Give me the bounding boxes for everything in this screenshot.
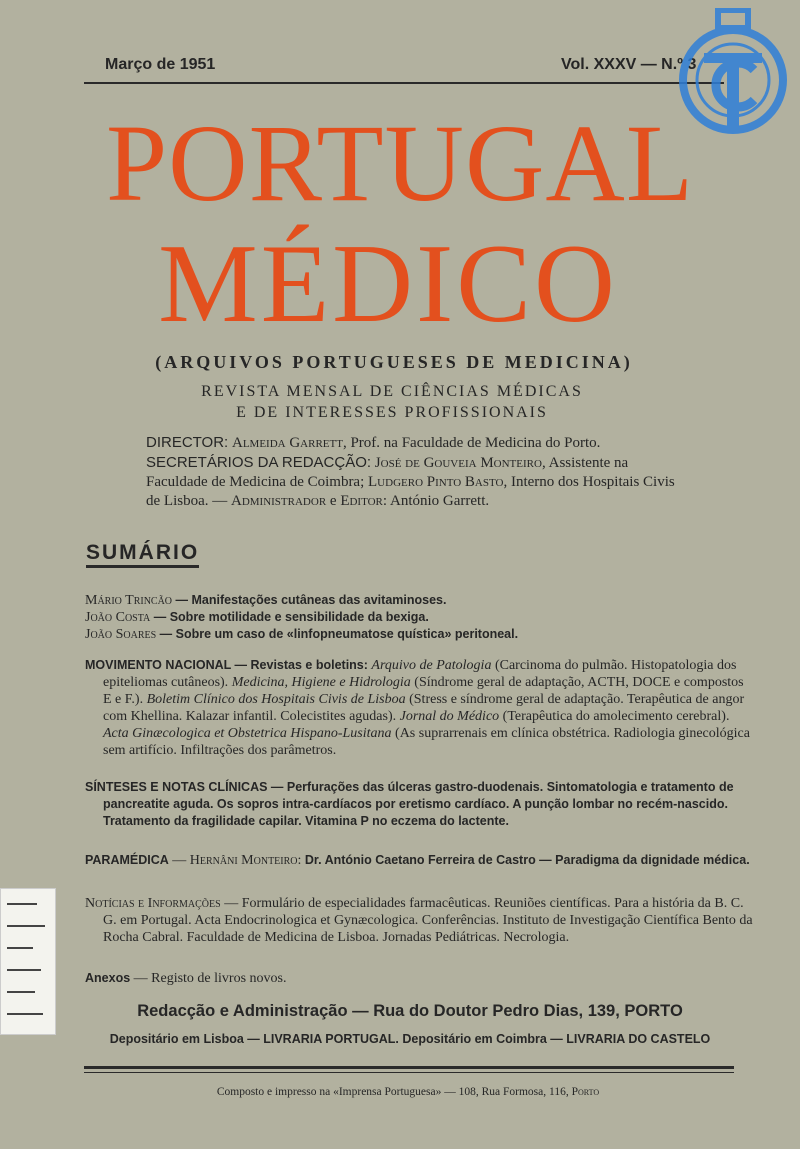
noticias-text: — Formulário de especialidades farmacêuticas. Reuniões científicas. Para a história da B. C. G. em Portugal. Acta Endocrinologica et Gynæcologica. Conferências. Instituto de Investigação Científica Bento da Rocha Cabral. Faculdade de Medicina de Lisboa. Jornadas Pediátricas. Necrologia. bbox=[103, 896, 753, 945]
journal-topics: (Terapêutica do amolecimento cerebral). bbox=[499, 709, 730, 724]
list-item bbox=[85, 609, 735, 626]
secretary2-name: Ludgero Pinto Basto bbox=[368, 474, 504, 490]
journal-title-line1: PORTUGAL bbox=[105, 102, 695, 224]
secretaries-label: SECRETÁRIOS DA REDACÇÃO: bbox=[146, 454, 372, 471]
printer-text: Composto e impresso na «Imprensa Portuguesa» — 108, Rua Formosa, 116, bbox=[216, 1086, 569, 1098]
section-anexos bbox=[85, 970, 735, 987]
journal-name: Jornal do Médico bbox=[399, 709, 500, 724]
journal-name: Acta Ginæcologica et Obstetrica Hispano-Lusitana bbox=[103, 726, 392, 741]
editor-name: António Garrett. bbox=[387, 493, 490, 509]
footer-address: Redacção e Administração — Rua do Doutor Pedro Dias, 139, PORTO bbox=[137, 1002, 683, 1020]
editor-label: Editor: bbox=[340, 493, 388, 509]
article-title: — Manifestações cutâneas das avitaminoses. bbox=[172, 593, 447, 607]
footer-rule-thin bbox=[84, 1072, 734, 1073]
list-item bbox=[85, 592, 735, 609]
journal-topics: (As suprarrenais em clínica obstétrica. Radiologia ginecológica sem artifício. Infiltrações dos parâmetros. bbox=[103, 726, 750, 758]
journal-name: Medicina, Higiene e Hidrologia bbox=[231, 675, 411, 690]
subtitle-archives: (ARQUIVOS PORTUGUESES DE MEDICINA) bbox=[155, 352, 633, 372]
article-author: Mário Trincão bbox=[85, 593, 173, 608]
admin-label: Administrador bbox=[230, 493, 327, 509]
secretary1-role: , Assistente na Faculdade de Medicina de Coimbra; bbox=[146, 455, 629, 490]
footer-rule-thick bbox=[84, 1066, 734, 1069]
footer-printer bbox=[8, 1086, 800, 1098]
label-line bbox=[7, 991, 35, 993]
admin-and: e bbox=[326, 493, 341, 509]
subtitle-review: REVISTA MENSAL DE CIÊNCIAS MÉDICAS bbox=[201, 383, 583, 400]
journal-topics: (Stress e síndrome geral de adaptação. Terapêutica de angor com Khellina. Kalazar infantil. Colecistites agudas). bbox=[103, 692, 745, 724]
label-line bbox=[7, 947, 33, 949]
subtitle-interests: E DE INTERESSES PROFISSIONAIS bbox=[236, 404, 548, 421]
article-author: João Soares bbox=[85, 627, 157, 642]
printer-city: Porto bbox=[571, 1086, 600, 1098]
sinteses-label: SÍNTESES E NOTAS CLÍNICAS bbox=[85, 780, 268, 794]
journal-topics: (Carcinoma do pulmão. Histopatologia dos epiteliomas cutâneos). bbox=[103, 658, 737, 690]
journal-name: Arquivo de Patologia bbox=[371, 658, 492, 673]
issue-volume: Vol. XXXV — N.º 3 bbox=[561, 56, 697, 73]
secretary1-name: José de Gouveia Monteiro bbox=[374, 455, 542, 471]
label-line bbox=[7, 969, 41, 971]
director-label: DIRECTOR: bbox=[146, 434, 229, 451]
director-role: , Prof. na Faculdade de Medicina do Porto. bbox=[342, 435, 601, 451]
label-line bbox=[7, 903, 37, 905]
section-noticias bbox=[85, 895, 753, 946]
noticias-label: Notícias e Informações bbox=[85, 896, 221, 911]
summary-heading: SUMÁRIO bbox=[86, 542, 199, 568]
paramedica-label: PARAMÉDICA bbox=[85, 853, 169, 867]
label-line bbox=[7, 1013, 43, 1015]
journal-title-line2: MÉDICO bbox=[158, 222, 618, 346]
article-list bbox=[85, 592, 735, 643]
paramedica-text: Dr. António Caetano Ferreira de Castro — Paradigma da dignidade médica. bbox=[301, 853, 750, 867]
journal-name: Boletim Clínico dos Hospitais Civis de Lisboa bbox=[146, 692, 406, 707]
movimento-label: MOVIMENTO NACIONAL — Revistas e boletins: bbox=[85, 658, 368, 672]
issue-date: Março de 1951 bbox=[105, 56, 216, 73]
section-sinteses bbox=[85, 779, 753, 830]
section-paramedica bbox=[85, 852, 753, 869]
anexos-label: Anexos bbox=[85, 971, 131, 985]
paramedica-author: — Hernâni Monteiro: bbox=[168, 853, 302, 868]
article-title: — Sobre um caso de «linfopneumatose quística» peritoneal. bbox=[156, 627, 519, 641]
director-name: Almeida Garrett bbox=[231, 435, 343, 451]
article-title: — Sobre motilidade e sensibilidade da bexiga. bbox=[150, 610, 429, 624]
footer-depositaries: Depositário em Lisboa — LIVRARIA PORTUGAL. Depositário em Coimbra — LIVRARIA DO CASTELO bbox=[109, 1032, 711, 1046]
list-item bbox=[85, 626, 735, 643]
directorship-block bbox=[146, 433, 686, 511]
library-label bbox=[0, 888, 56, 1035]
section-movimento bbox=[85, 657, 753, 759]
secretary2-role: , Interno dos Hospitais Civis de Lisboa. — bbox=[146, 474, 675, 509]
header-rule bbox=[84, 82, 724, 84]
sinteses-text: — Perfurações das úlceras gastro-duodenais. Sintomatologia e tratamento de pancreatite aguda. Os sopros intra-cardíacos por eretismo cardíaco. A punção lombar no recém-nascido. Tratamento da fragilidade capilar. Vitamina P no eczema do lactente. bbox=[103, 780, 734, 828]
article-author: João Costa bbox=[85, 610, 151, 625]
anexos-text: — Registo de livros novos. bbox=[130, 971, 287, 986]
label-line bbox=[7, 925, 45, 927]
journal-topics: (Síndrome geral de adaptação, ACTH, DOCE e compostos E e F.). bbox=[103, 675, 744, 707]
